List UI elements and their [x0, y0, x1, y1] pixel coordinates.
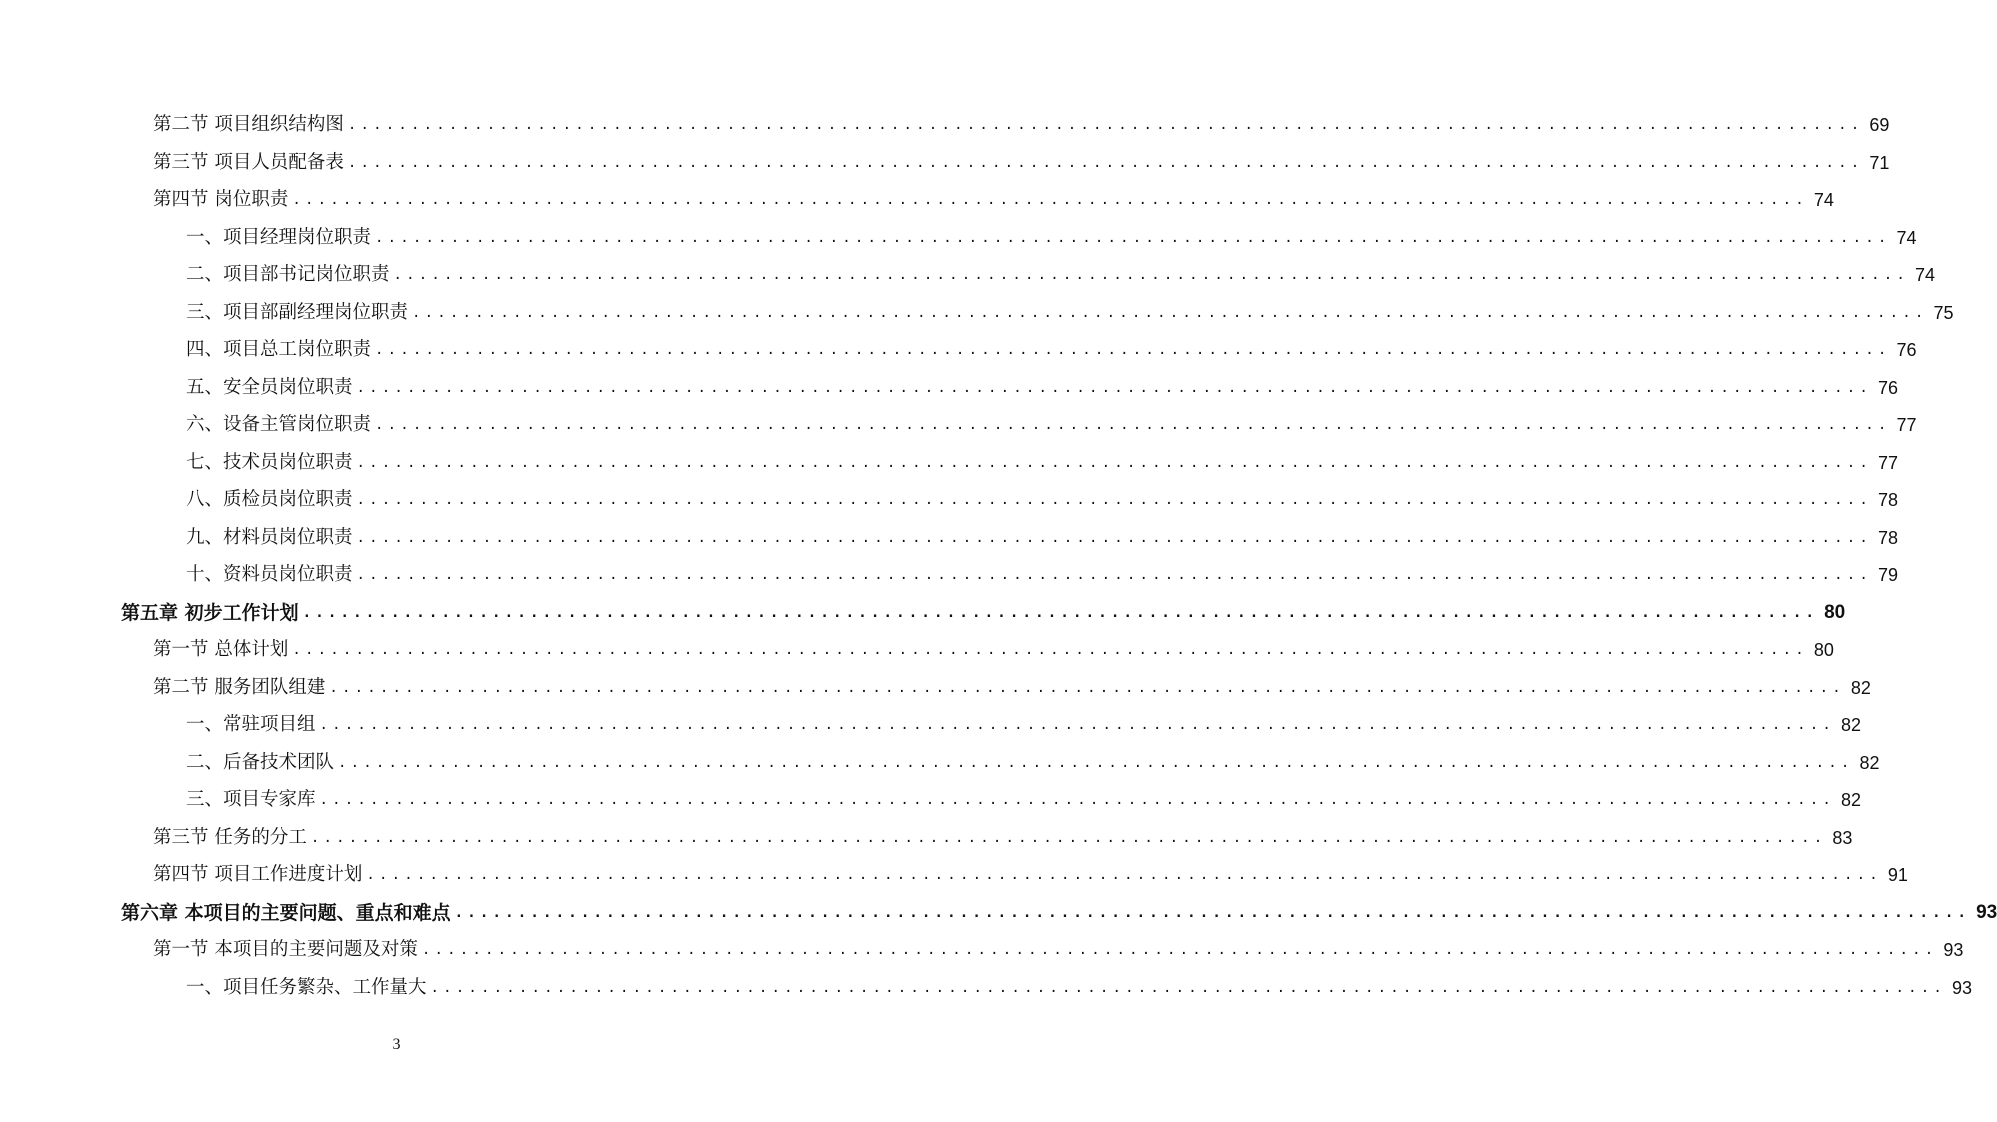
toc-entry-page: 78 — [1877, 490, 1898, 510]
dot-leader: ........................................................................................................................ — [319, 792, 1835, 808]
toc-entry-page: 93 — [1943, 940, 1964, 960]
dot-leader: ........................................................................................................................ — [356, 379, 1872, 396]
toc-entry-page: 82 — [1840, 790, 1861, 810]
toc-entry-section[interactable] — [153, 663, 1871, 699]
toc-entry-page: 77 — [1877, 452, 1898, 473]
toc-entry-page: 76 — [1877, 377, 1898, 398]
toc-entry-title: 三、项目部副经理岗位职责 — [186, 301, 409, 323]
toc-entry-page: 80 — [1824, 601, 1846, 623]
dot-leader: ........................................................................................................................ — [310, 829, 1827, 846]
toc-entry-title: 四、项目总工岗位职责 — [186, 339, 372, 360]
toc-entry-item[interactable] — [186, 475, 1898, 511]
dot-leader: ........................................................................................................................ — [366, 867, 1882, 883]
toc-entry-title: 第三节 项目人员配备表 — [153, 151, 344, 173]
toc-entry-title: 二、项目部书记岗位职责 — [186, 264, 390, 285]
toc-entry-page: 80 — [1813, 640, 1834, 660]
dot-leader: ........................................................................................................................ — [329, 679, 1845, 696]
toc-entry-title: 第二节 项目组织结构图 — [153, 114, 344, 135]
toc-entry-item[interactable] — [186, 325, 1917, 361]
toc-entry-title: 八、质检员岗位职责 — [186, 489, 353, 510]
toc-entry-page: 91 — [1887, 865, 1908, 885]
dot-leader: ........................................................................................................................ — [356, 492, 1872, 508]
toc-entry-title: 第四节 岗位职责 — [153, 189, 289, 210]
toc-entry-item[interactable] — [186, 288, 1954, 324]
toc-entry-item[interactable] — [186, 775, 1861, 811]
dot-leader: ........................................................................................................................ — [347, 154, 1864, 171]
toc-entry-title: 一、项目任务繁杂、工作量大 — [186, 976, 427, 998]
toc-entry-chapter[interactable] — [121, 888, 1997, 924]
toc-entry-title: 七、技术员岗位职责 — [186, 451, 353, 473]
toc-entry-item[interactable] — [186, 250, 1935, 286]
toc-entry-page: 74 — [1914, 265, 1935, 285]
toc-entry-title: 第三节 任务的分工 — [153, 826, 307, 848]
dot-leader: ........................................................................................................................ — [412, 304, 1928, 321]
toc-entry-item[interactable] — [186, 963, 1972, 999]
toc-entry-section[interactable] — [153, 138, 1890, 174]
toc-entry-title: 第六章 本项目的主要问题、重点和难点 — [121, 901, 451, 924]
toc-entry-section[interactable] — [153, 925, 1964, 961]
toc-entry-title: 第二节 服务团队组建 — [153, 676, 326, 698]
toc-entry-item[interactable] — [186, 438, 1898, 474]
toc-entry-section[interactable] — [153, 813, 1853, 849]
toc-entry-page: 82 — [1859, 752, 1880, 773]
dot-leader: ........................................................................................................................ — [375, 417, 1891, 433]
dot-leader: ........................................................................................................................ — [430, 979, 1946, 996]
toc-entry-page: 82 — [1850, 677, 1871, 698]
dot-leader: ........................................................................................................................ — [292, 642, 1808, 658]
toc-entry-page: 83 — [1832, 827, 1853, 848]
toc-entry-item[interactable] — [186, 700, 1861, 736]
toc-entry-title: 三、项目专家库 — [186, 789, 316, 810]
dot-leader: ........................................................................................................................ — [421, 942, 1938, 958]
dot-leader: ........................................................................................................................ — [356, 529, 1872, 546]
dot-leader: ........................................................................................................................ — [347, 117, 1864, 133]
toc-entry-page: 75 — [1933, 302, 1954, 323]
toc-entry-title: 六、设备主管岗位职责 — [186, 414, 372, 435]
toc-entry-page: 79 — [1877, 565, 1898, 585]
dot-leader: ........................................................................................................................ — [375, 229, 1891, 246]
dot-leader: ........................................................................................................................ — [393, 267, 1909, 283]
toc-entry-title: 九、材料员岗位职责 — [186, 526, 353, 548]
toc-entry-title: 一、项目经理岗位职责 — [186, 226, 372, 248]
toc-entry-title: 第一节 本项目的主要问题及对策 — [153, 939, 418, 960]
toc-entry-title: 十、资料员岗位职责 — [186, 564, 353, 585]
dot-leader: ........................................................................................................................ — [319, 717, 1835, 733]
dot-leader: ........................................................................................................................ — [338, 754, 1854, 771]
toc-entry-item[interactable] — [186, 400, 1917, 436]
dot-leader: ........................................................................................................................ — [454, 904, 1971, 921]
dot-leader: ........................................................................................................................ — [292, 192, 1808, 208]
toc-entry-page: 71 — [1869, 152, 1890, 173]
page-number: 3 — [392, 1036, 401, 1053]
toc-entry-item[interactable] — [186, 738, 1880, 774]
toc-entry-title: 一、常驻项目组 — [186, 714, 316, 735]
toc-entry-page: 77 — [1896, 415, 1917, 435]
toc-entry-section[interactable] — [153, 100, 1890, 136]
toc-entry-page: 93 — [1951, 977, 1972, 998]
toc-entry-title: 第五章 初步工作计划 — [121, 601, 299, 624]
toc-entry-page: 82 — [1840, 715, 1861, 735]
toc-entry-page: 69 — [1869, 115, 1890, 135]
toc-entry-title: 五、安全员岗位职责 — [186, 376, 353, 398]
toc-entry-page: 74 — [1896, 227, 1917, 248]
toc-entry-page: 74 — [1813, 190, 1834, 210]
toc-entry-page: 76 — [1896, 340, 1917, 360]
toc-entry-title: 第一节 总体计划 — [153, 639, 289, 660]
dot-leader: ........................................................................................................................ — [356, 454, 1872, 471]
toc-entry-item[interactable] — [186, 213, 1917, 249]
toc-entry-title: 第四节 项目工作进度计划 — [153, 864, 363, 885]
dot-leader: ........................................................................................................................ — [302, 604, 1819, 621]
toc-entry-item[interactable] — [186, 363, 1898, 399]
toc-entry-section[interactable] — [153, 625, 1834, 661]
dot-leader: ........................................................................................................................ — [375, 342, 1891, 358]
toc-entry-section[interactable] — [153, 175, 1834, 211]
toc-entry-page: 78 — [1877, 527, 1898, 548]
toc-entry-item[interactable] — [186, 513, 1898, 549]
toc-entry-title: 二、后备技术团队 — [186, 751, 335, 773]
toc-entry-chapter[interactable] — [121, 588, 1846, 624]
dot-leader: ........................................................................................................................ — [356, 567, 1872, 583]
toc-entry-page: 93 — [1976, 901, 1997, 923]
toc-entry-section[interactable] — [153, 850, 1908, 886]
toc-entry-item[interactable] — [186, 550, 1898, 586]
